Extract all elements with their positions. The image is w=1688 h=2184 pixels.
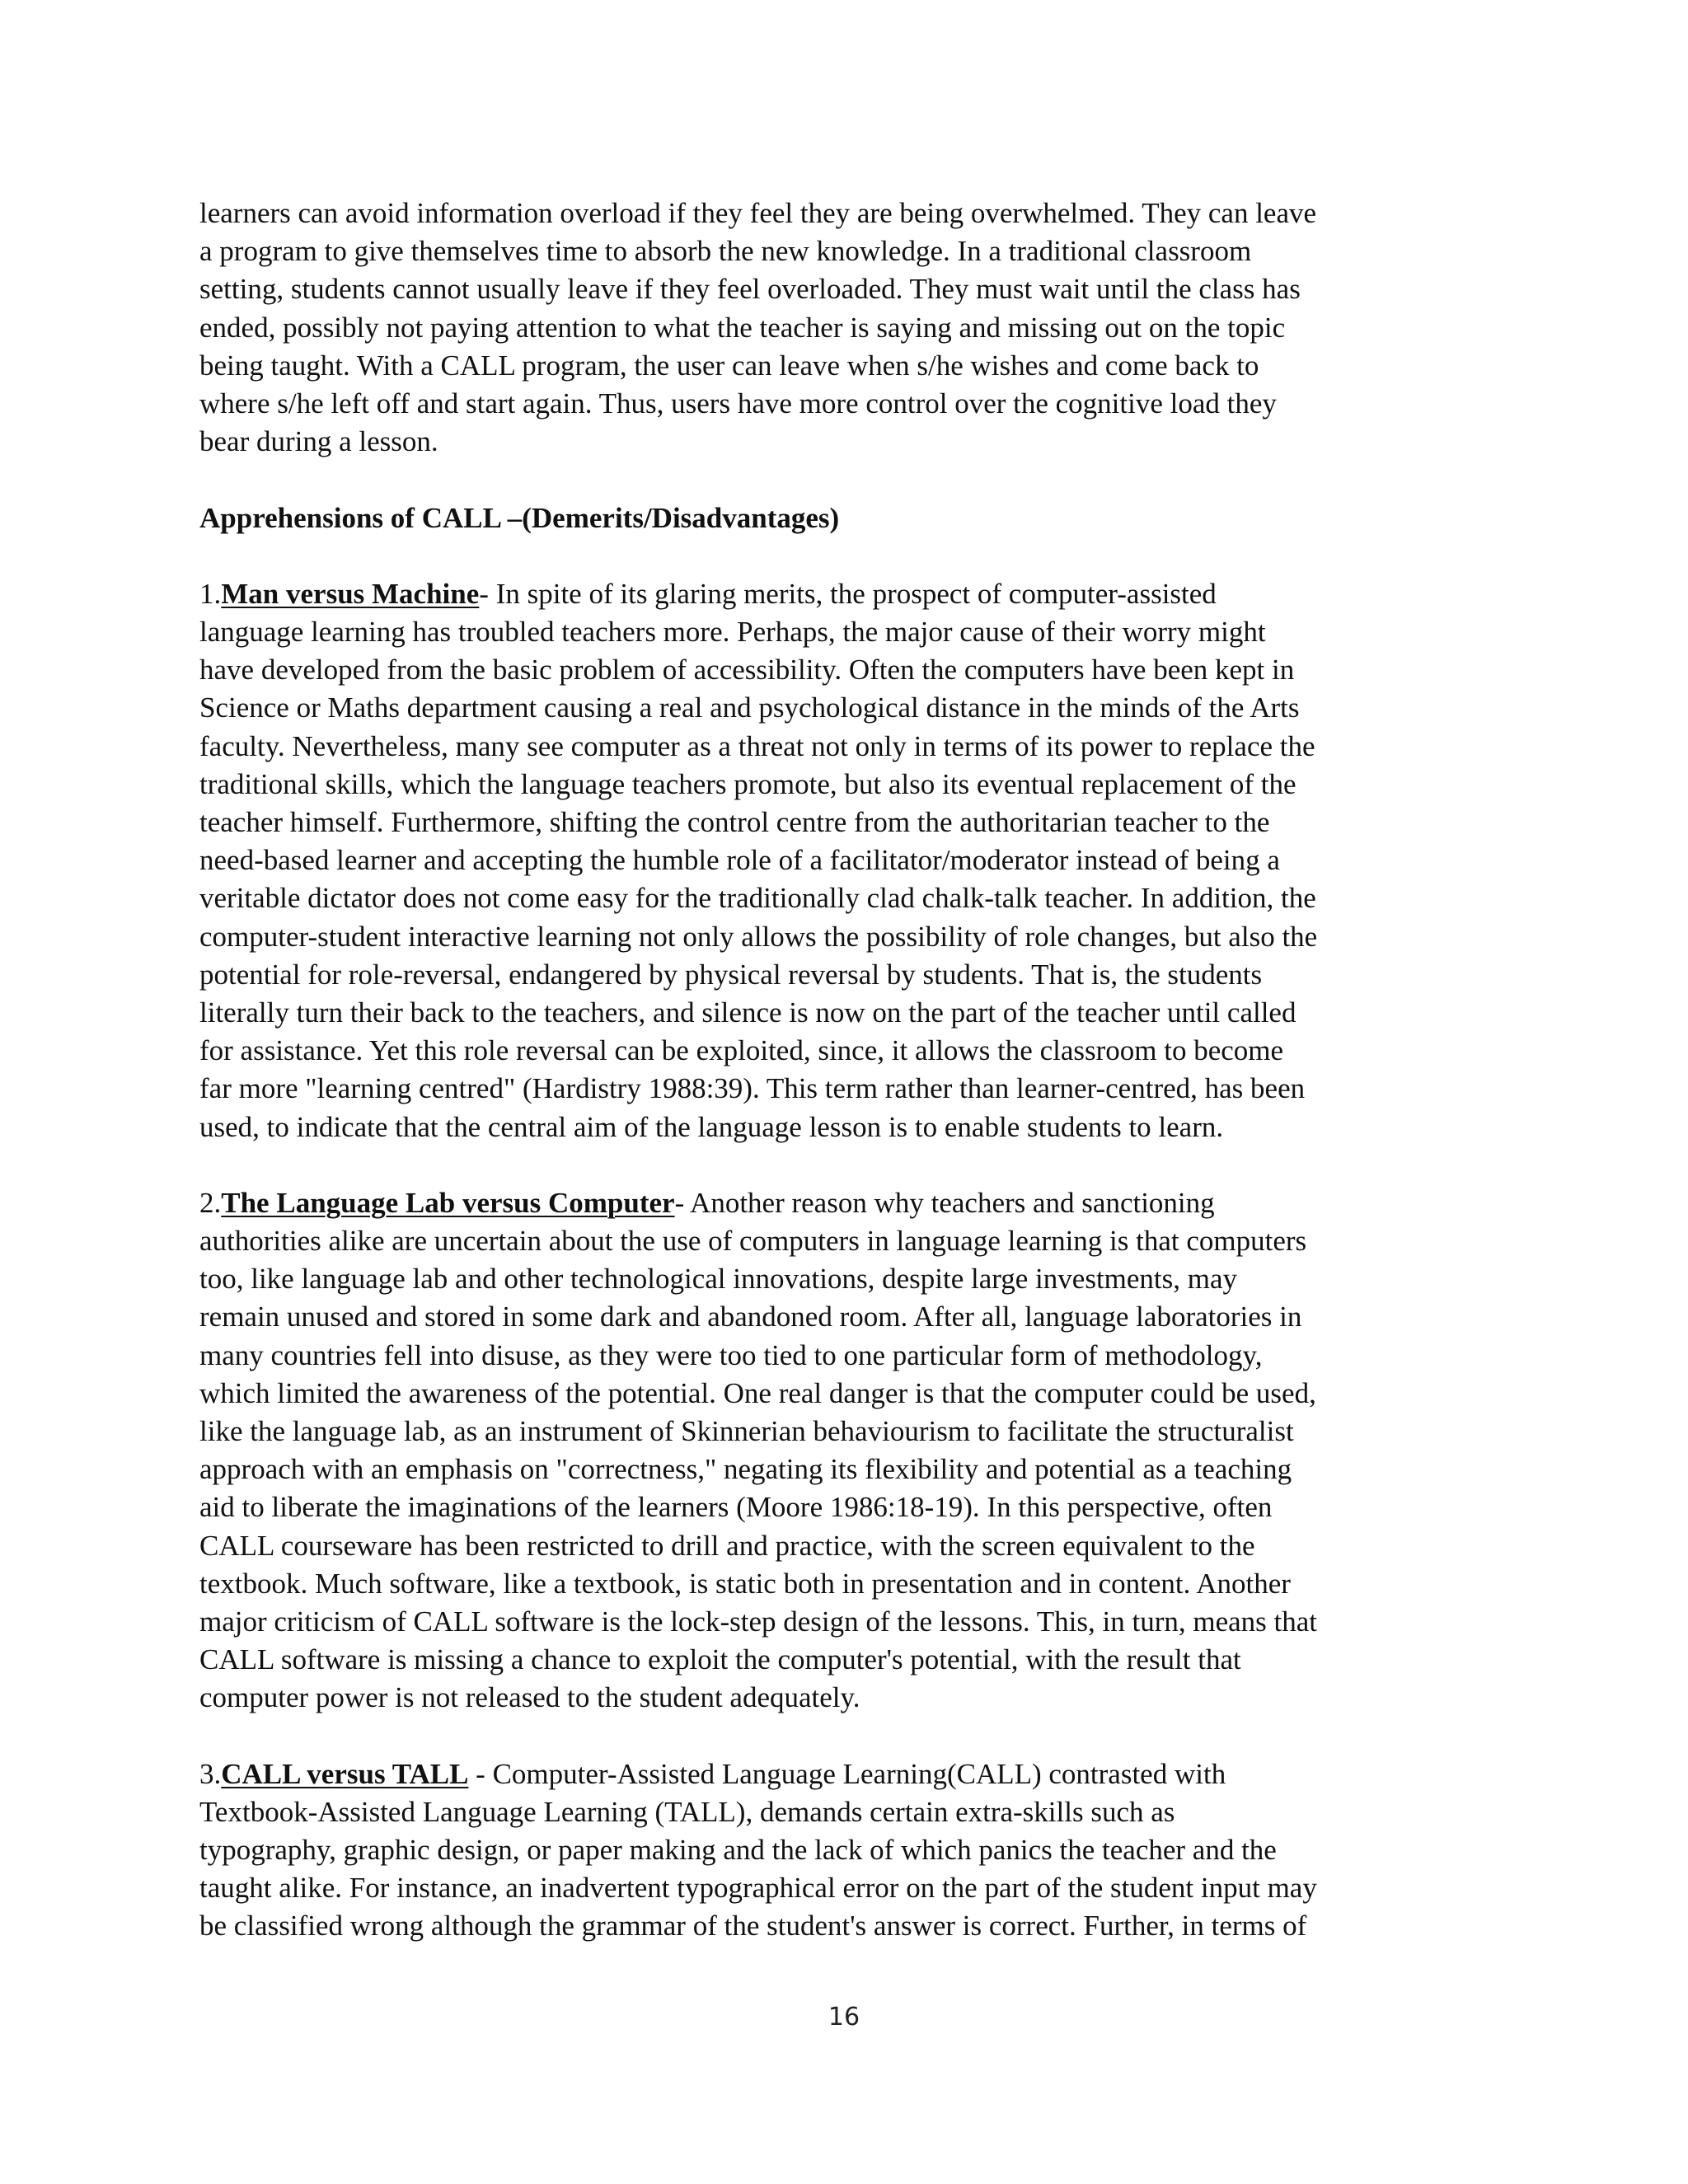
paragraph-line: bear during a lesson.	[199, 425, 438, 458]
paragraph-line: too, like language lab and other technological innovations, despite large investments, may	[199, 1263, 1238, 1296]
paragraph-line: traditional skills, which the language teachers promote, but also its eventual replacement of the	[199, 767, 1296, 800]
paragraph-line: computer-student interactive learning not only allows the possibility of role changes, but also the	[199, 920, 1318, 953]
paragraph-line: learners can avoid information overload if they feel they are being overwhelmed. They can leave	[199, 197, 1317, 229]
paragraph-line: for assistance. Yet this role reversal can be exploited, since, it allows the classroom to become	[199, 1034, 1284, 1067]
point-first-line	[199, 575, 1492, 613]
point-first-line	[199, 1184, 1492, 1222]
page-number: 16	[828, 2003, 860, 2032]
point-first-line-text: - Computer-Assisted Language Learning(CALL) contrasted with	[468, 1757, 1226, 1790]
section-heading: Apprehensions of CALL –(Demerits/Disadvantages)	[199, 501, 840, 534]
paragraph-line: CALL courseware has been restricted to drill and practice, with the screen equivalent to the	[199, 1529, 1255, 1562]
paragraph-line: being taught. With a CALL program, the user can leave when s/he wishes and come back to	[199, 349, 1259, 382]
paragraph-line: remain unused and stored in some dark and abandoned room. After all, language laboratories in	[199, 1301, 1302, 1333]
point-title: The Language Lab versus Computer	[221, 1186, 675, 1219]
point-number: 2.	[199, 1186, 222, 1219]
point-title: CALL versus TALL	[221, 1757, 469, 1790]
paragraph-line: veritable dictator does not come easy for the traditionally clad chalk-talk teacher. In addition, the	[199, 882, 1316, 915]
paragraph-line: a program to give themselves time to absorb the new knowledge. In a traditional classroom	[199, 235, 1252, 268]
paragraph-line: aid to liberate the imaginations of the learners (Moore 1986:18-19). In this perspective, often	[199, 1491, 1273, 1524]
paragraph-line: Textbook-Assisted Language Learning (TALL), demands certain extra-skills such as	[199, 1795, 1175, 1828]
paragraph-spacer	[199, 537, 1492, 575]
paragraph-line: be classified wrong although the grammar of the student's answer is correct. Further, in terms of	[199, 1910, 1307, 1943]
paragraph-line: far more "learning centred" (Hardistry 1988:39). This term rather than learner-centred, has been	[199, 1072, 1306, 1105]
point-first-line-text: - Another reason why teachers and sanctioning	[674, 1186, 1215, 1219]
paragraph-line: setting, students cannot usually leave if they feel overloaded. They must wait until the class has	[199, 273, 1301, 306]
paragraph-spacer	[199, 1146, 1492, 1184]
paragraph-line: approach with an emphasis on "correctness," negating its flexibility and potential as a teaching	[199, 1453, 1292, 1486]
paragraph-spacer	[199, 461, 1492, 499]
paragraph-line: taught alike. For instance, an inadvertent typographical error on the part of the student input may	[199, 1872, 1317, 1905]
paragraph-line: CALL software is missing a chance to exploit the computer's potential, with the result that	[199, 1643, 1241, 1676]
paragraph-line: potential for role-reversal, endangered by physical reversal by students. That is, the students	[199, 958, 1263, 991]
paragraph-line: need-based learner and accepting the humble role of a facilitator/moderator instead of being a	[199, 844, 1280, 877]
paragraph-line: typography, graphic design, or paper making and the lack of which panics the teacher and the	[199, 1834, 1277, 1867]
document-body	[199, 194, 1492, 1946]
paragraph-line: have developed from the basic problem of accessibility. Often the computers have been kept in	[199, 654, 1295, 687]
paragraph-line: faculty. Nevertheless, many see computer as a threat not only in terms of its power to replace the	[199, 729, 1315, 762]
point-first-line-text: - In spite of its glaring merits, the prospect of computer-assisted	[479, 577, 1217, 610]
paragraph-line: language learning has troubled teachers more. Perhaps, the major cause of their worry might	[199, 616, 1266, 649]
point-man-versus-machine	[199, 575, 1492, 1146]
paragraph-line: like the language lab, as an instrument of Skinnerian behaviourism to facilitate the structuralist	[199, 1415, 1294, 1447]
point-number: 1.	[199, 577, 222, 610]
point-title: Man versus Machine	[221, 577, 480, 610]
paragraph-line: textbook. Much software, like a textbook, is static both in presentation and in content. Another	[199, 1567, 1291, 1600]
point-number: 3.	[199, 1757, 222, 1790]
paragraph-line: major criticism of CALL software is the lock-step design of the lessons. This, in turn, means that	[199, 1605, 1317, 1638]
paragraph-line: authorities alike are uncertain about the use of computers in language learning is that computers	[199, 1225, 1307, 1258]
paragraph-spacer	[199, 1718, 1492, 1755]
paragraph-line: computer power is not released to the student adequately.	[199, 1681, 860, 1714]
intro-paragraph	[199, 194, 1492, 461]
point-first-line	[199, 1755, 1492, 1793]
paragraph-line: where s/he left off and start again. Thus, users have more control over the cognitive load they	[199, 387, 1277, 419]
paragraph-line: many countries fell into disuse, as they were too tied to one particular form of methodology,	[199, 1338, 1263, 1371]
point-call-versus-tall	[199, 1755, 1492, 1946]
point-language-lab-versus-computer	[199, 1184, 1492, 1718]
paragraph-line: teacher himself. Furthermore, shifting the control centre from the authoritarian teacher to the	[199, 806, 1270, 838]
paragraph-line: used, to indicate that the central aim of the language lesson is to enable students to learn.	[199, 1110, 1224, 1143]
paragraph-line: which limited the awareness of the potential. One real danger is that the computer could be used,	[199, 1376, 1316, 1409]
paragraph-line: Science or Maths department causing a real and psychological distance in the minds of the Arts	[199, 691, 1300, 724]
paragraph-line: literally turn their back to the teachers, and silence is now on the part of the teacher until called	[199, 996, 1296, 1029]
paragraph-line: ended, possibly not paying attention to what the teacher is saying and missing out on the topic	[199, 311, 1286, 344]
